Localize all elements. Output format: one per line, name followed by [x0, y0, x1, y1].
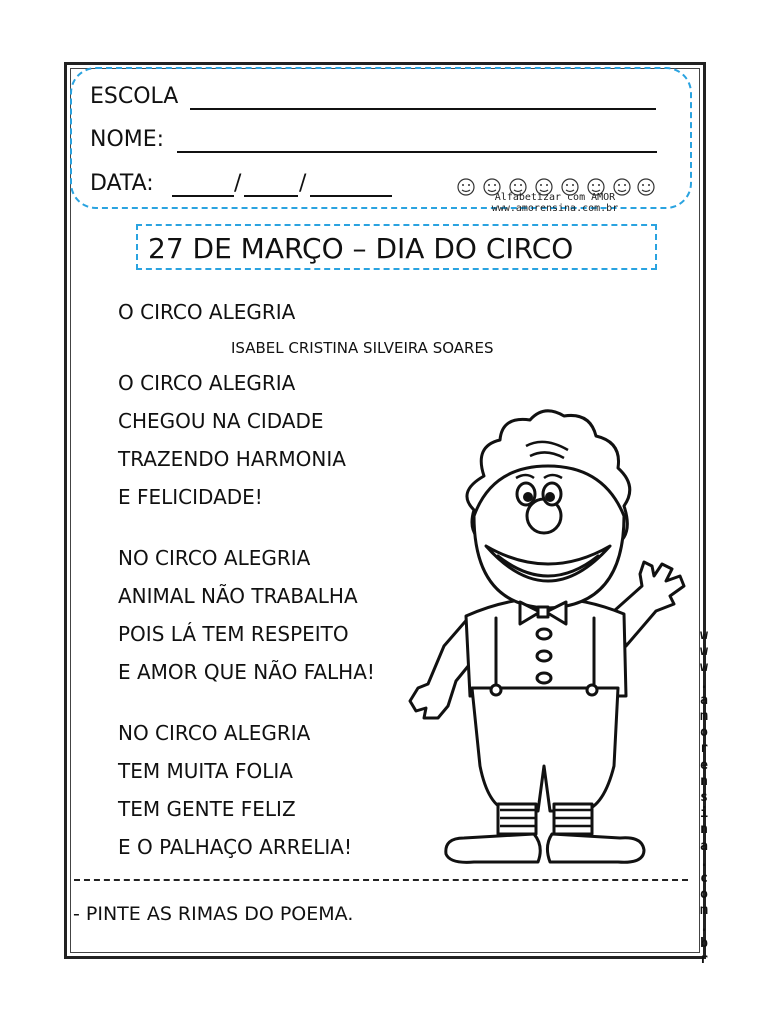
date-month-line [244, 195, 298, 197]
school-label: ESCOLA [90, 84, 179, 109]
title-box [136, 224, 657, 270]
poem-line: TEM MUITA FOLIA [118, 759, 293, 783]
poem-line: TRAZENDO HARMONIA [118, 447, 346, 471]
clown-illustration [404, 406, 694, 868]
watermark-char: . [700, 676, 708, 692]
watermark-char: w [700, 660, 708, 676]
school-line [190, 108, 656, 110]
watermark-char: r [700, 952, 708, 968]
watermark-char: o [700, 725, 708, 741]
poem-line: POIS LÁ TEM RESPEITO [118, 622, 349, 646]
poem-line: TEM GENTE FELIZ [118, 797, 296, 821]
poem-line: E O PALHAÇO ARRELIA! [118, 835, 352, 859]
date-separator: / [234, 171, 242, 196]
date-label: DATA: [90, 171, 154, 196]
poem-author: ISABEL CRISTINA SILVEIRA SOARES [231, 339, 494, 357]
watermark-char: b [700, 935, 708, 951]
watermark-char: m [700, 709, 708, 725]
logo-url: www.amorensina.com.br [491, 203, 619, 214]
side-watermark [696, 628, 712, 968]
date-day-line [172, 195, 234, 197]
poem-heading: O CIRCO ALEGRIA [118, 300, 296, 324]
poem-line: NO CIRCO ALEGRIA [118, 721, 311, 745]
poem-line: ANIMAL NÃO TRABALHA [118, 584, 358, 608]
poem-line: O CIRCO ALEGRIA [118, 371, 296, 395]
watermark-char: e [700, 757, 708, 773]
date-year-line [310, 195, 392, 197]
instruction-text: - PINTE AS RIMAS DO POEMA. [73, 903, 354, 925]
watermark-char: . [700, 919, 708, 935]
poem-line: E AMOR QUE NÃO FALHA! [118, 660, 375, 684]
watermark-char: o [700, 887, 708, 903]
watermark-char: a [700, 838, 708, 854]
poem-line: CHEGOU NA CIDADE [118, 409, 324, 433]
watermark-char: w [700, 644, 708, 660]
watermark-char: s [700, 790, 708, 806]
date-separator: / [299, 171, 307, 196]
watermark-char: n [700, 822, 708, 838]
poem-line: NO CIRCO ALEGRIA [118, 546, 311, 570]
logo-title: Alfabetizar com AMOR [494, 192, 616, 203]
cut-line-divider [74, 879, 688, 881]
name-label: NOME: [90, 127, 165, 152]
name-line [177, 151, 657, 153]
watermark-char: a [700, 692, 708, 708]
watermark-char: w [700, 628, 708, 643]
logo [450, 174, 660, 214]
watermark-char: . [700, 854, 708, 870]
watermark-char: n [700, 773, 708, 789]
poem-line: E FELICIDADE! [118, 485, 263, 509]
watermark-char: c [700, 871, 708, 887]
page-title: 27 DE MARÇO – DIA DO CIRCO [148, 232, 574, 265]
watermark-char: r [700, 741, 708, 757]
watermark-char: i [700, 806, 708, 822]
watermark-char: m [700, 903, 708, 919]
